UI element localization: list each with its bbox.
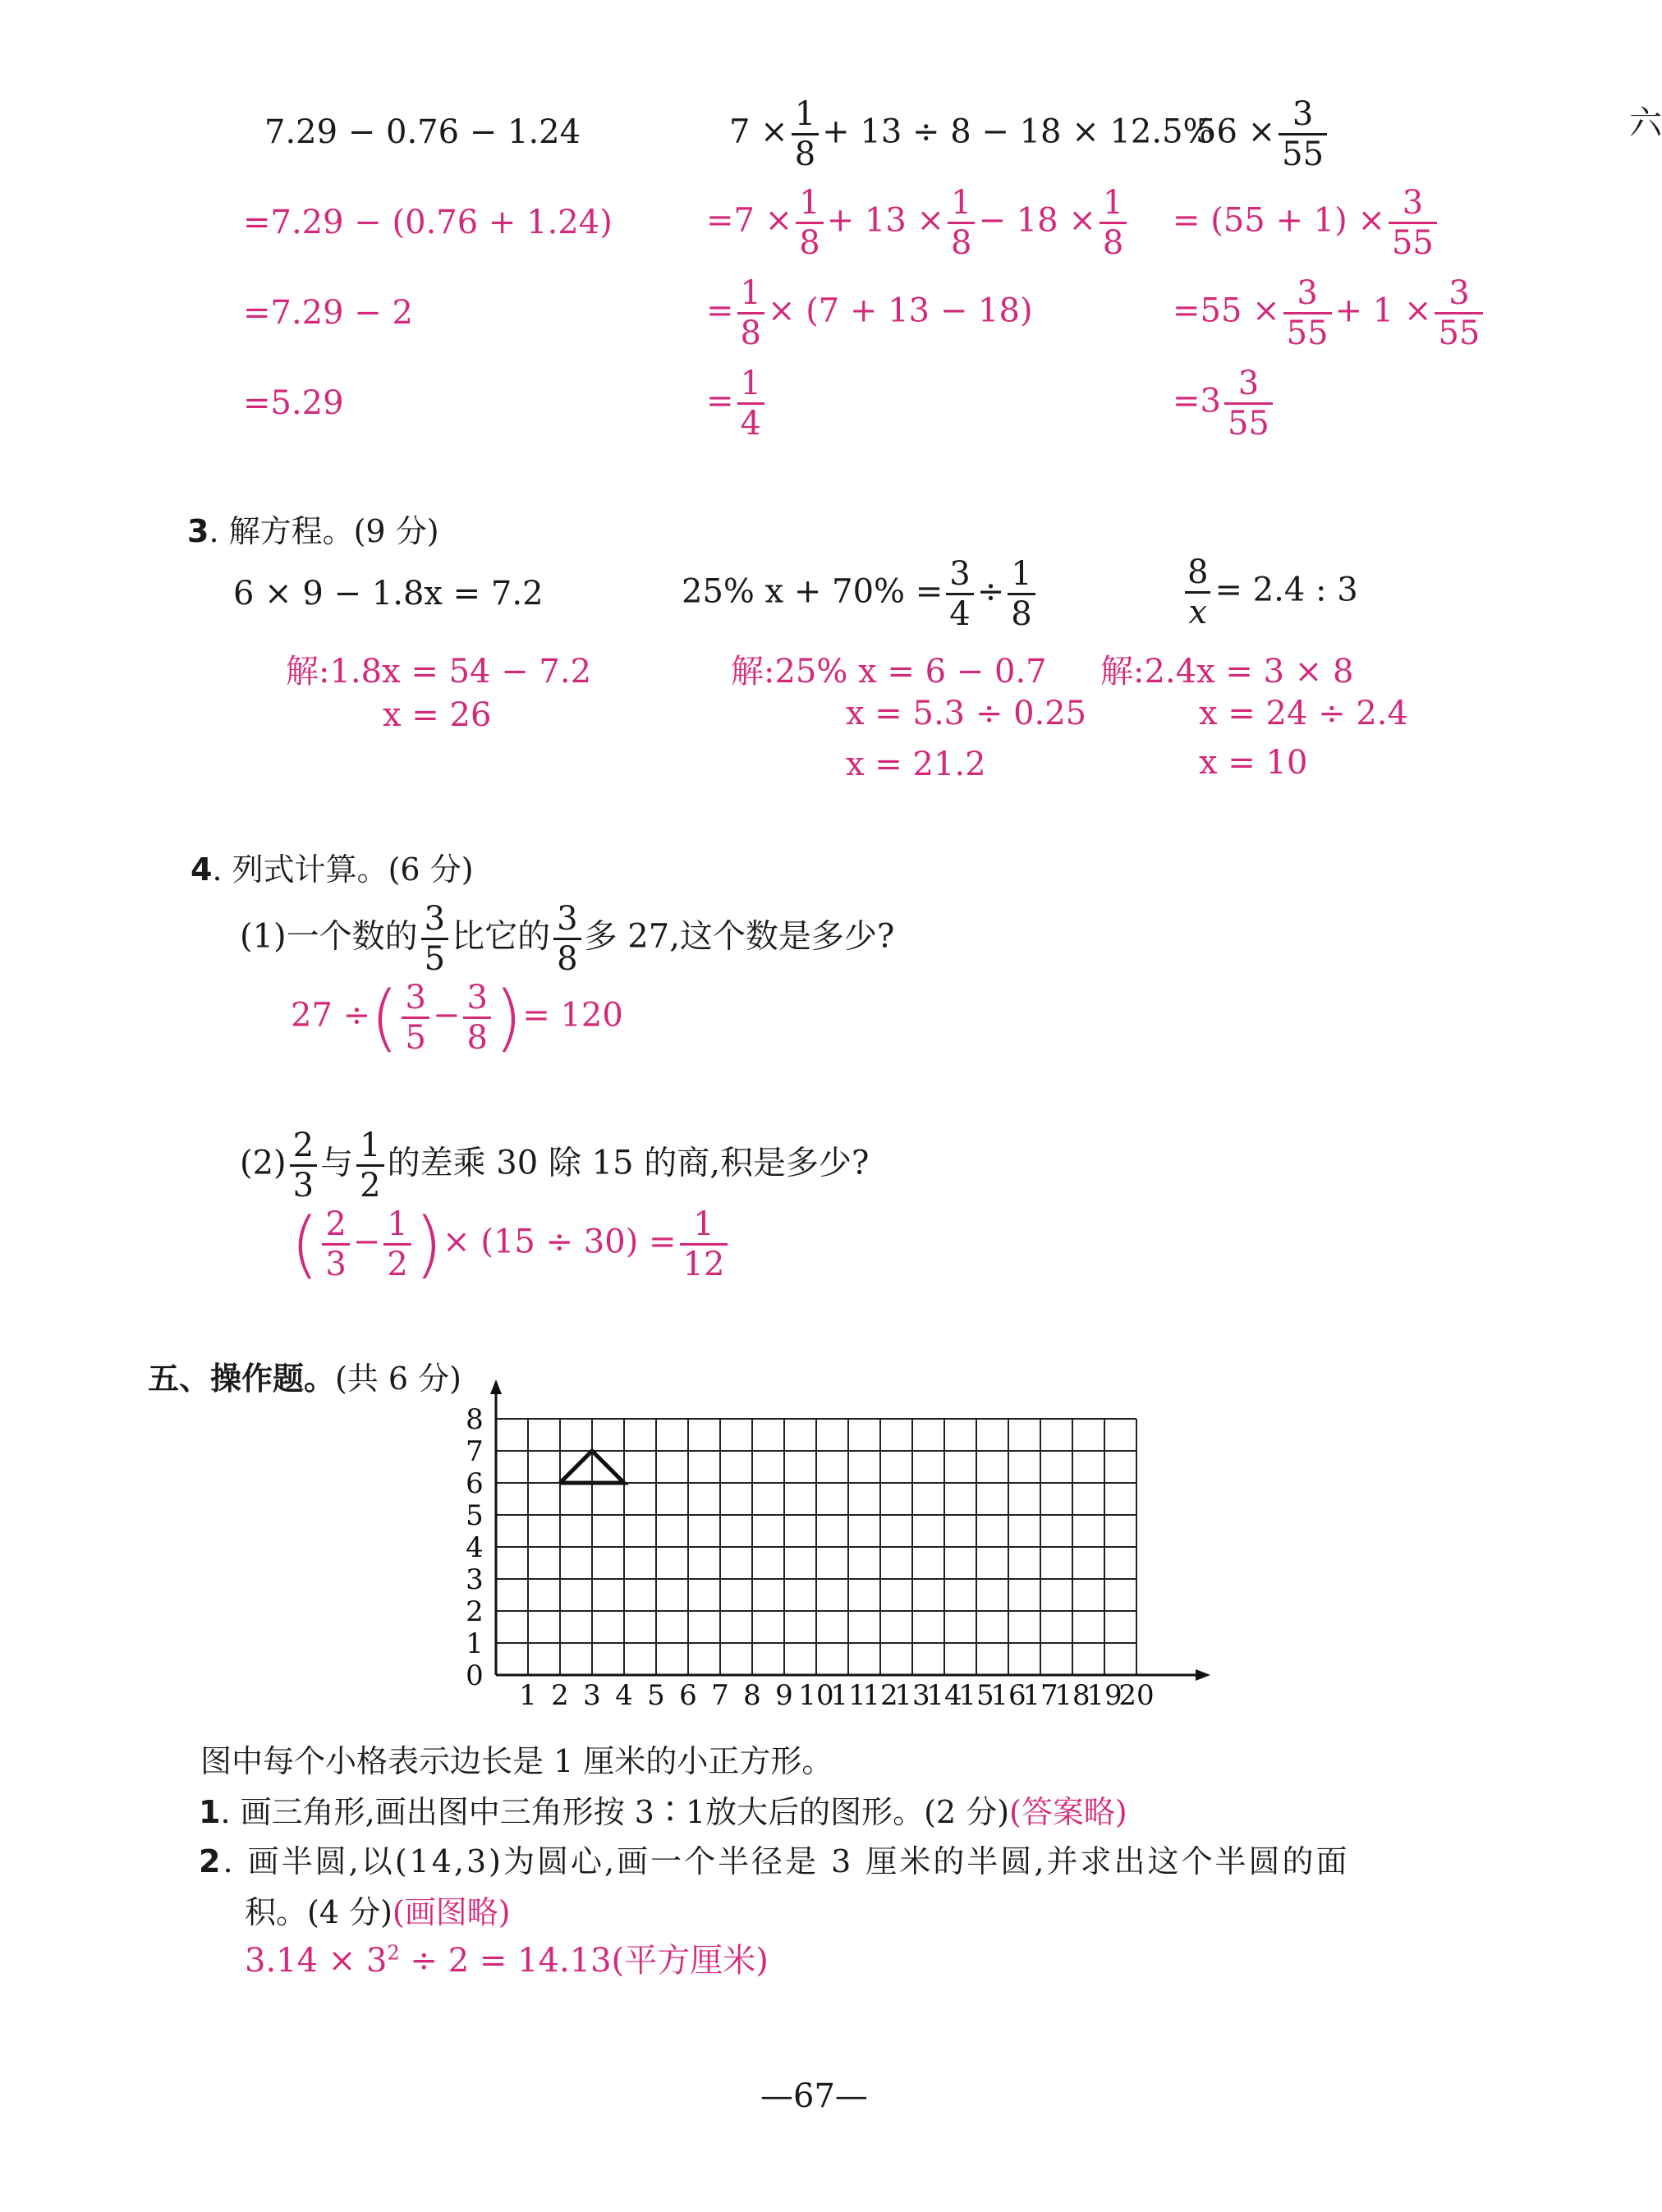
- y-axis-labels: [466, 1403, 484, 1692]
- section5-item2: 2. 画半圆,以(14,3)为圆心,画一个半径是 3 厘米的半圆,并求出这个半圆的面: [199, 1843, 1350, 1879]
- q3-eq3-sol2: x = 24 ÷ 2.4: [1199, 695, 1408, 732]
- q3-eq3-sol1: 解:2.4x = 3 × 8: [1100, 653, 1354, 691]
- fraction: $\frac{1}{12}$: [680, 1207, 728, 1282]
- x-tick-label: 10: [798, 1679, 834, 1712]
- calc3-step1: = (55 + 1) × $\frac{3}{55}$: [1173, 186, 1440, 260]
- fraction: $\frac{3}{8}$: [553, 902, 581, 976]
- y-tick-label: 2: [466, 1595, 484, 1628]
- x-tick-label: 17: [1022, 1679, 1058, 1712]
- y-axis-arrow: [490, 1379, 502, 1394]
- q4-part1-answer: 27 ÷( $\frac{3}{5}$ − $\frac{3}{8}$ )= 120: [291, 975, 623, 1060]
- fraction: $\frac{2}{3}$: [290, 1128, 317, 1203]
- grid-lines: [496, 1419, 1136, 1675]
- paren-right: ): [494, 975, 523, 1060]
- x-tick-label: 3: [583, 1679, 601, 1712]
- x-tick-label: 19: [1086, 1679, 1123, 1712]
- x-tick-label: 2: [551, 1679, 569, 1712]
- q4-title: 4. 列式计算。(6 分): [191, 851, 474, 888]
- section5-item2-line2: 积。(4 分)(画图略): [245, 1894, 511, 1930]
- q3-eq3-sol3: x = 10: [1199, 744, 1308, 782]
- fraction: $\frac{3}{4}$: [946, 557, 973, 631]
- fraction: $\frac{1}{8}$: [948, 186, 975, 260]
- section5-item1: 1. 画三角形,画出图中三角形按 3∶1放大后的图形。(2 分)(答案略): [199, 1794, 1127, 1830]
- y-tick-label: 1: [466, 1627, 484, 1660]
- calc1-step2: =7.29 − 2: [243, 294, 413, 332]
- q4-part2: (2) $\frac{2}{3}$ 与 $\frac{1}{2}$ 的差乘 30 除 15 的商,积是多少?: [240, 1127, 870, 1205]
- x-tick-label: 7: [711, 1679, 729, 1712]
- x-tick-label: 5: [647, 1679, 665, 1712]
- fraction: $\frac{1}{8}$: [792, 97, 819, 172]
- calc2-problem: 7 × $\frac{1}{8}$ + 13 ÷ 8 − 18 × 12.5%: [729, 95, 1214, 173]
- fraction: $\frac{1}{8}$: [796, 186, 823, 260]
- x-axis-arrow: [1196, 1669, 1210, 1681]
- fraction: $\frac{3}{5}$: [421, 902, 448, 976]
- fraction: $\frac{3}{55}$: [1435, 276, 1483, 351]
- fraction: $\frac{1}{2}$: [356, 1128, 383, 1203]
- section5-heading: 五、操作题。(共 6 分): [148, 1361, 462, 1397]
- x-tick-label: 20: [1118, 1679, 1155, 1712]
- x-tick-label: 12: [862, 1679, 898, 1712]
- fraction: $\frac{1}{8}$: [1008, 557, 1035, 631]
- x-tick-label: 6: [679, 1679, 697, 1712]
- edge-mark: 六: [1629, 104, 1662, 142]
- calc2-step2: = $\frac{1}{8}$ × (7 + 13 − 18): [706, 274, 1033, 352]
- q3-eq1-sol2: x = 26: [383, 696, 492, 734]
- page-number: —67—: [760, 2077, 868, 2115]
- fraction: $\frac{3}{5}$: [402, 980, 429, 1055]
- q3-title: 3. 解方程。(9 分): [187, 513, 439, 549]
- y-tick-label: 5: [466, 1499, 484, 1532]
- axes: [490, 1379, 1210, 1681]
- calc1-step3: =5.29: [243, 384, 344, 422]
- y-tick-label: 7: [466, 1435, 484, 1468]
- fraction: $\frac{3}{55}$: [1389, 186, 1437, 260]
- section5-description: 图中每个小格表示边长是 1 厘米的小正方形。: [200, 1743, 833, 1779]
- x-tick-label: 4: [615, 1679, 633, 1712]
- x-tick-label: 18: [1054, 1679, 1090, 1712]
- x-tick-label: 14: [926, 1679, 962, 1712]
- fraction: $\frac{3}{8}$: [463, 980, 490, 1055]
- q3-eq2-sol1: 解:25% x = 6 − 0.7: [731, 653, 1047, 691]
- fraction: $\frac{1}{4}$: [737, 366, 764, 441]
- calc3-step2: =55 × $\frac{3}{55}$ + 1 × $\frac{3}{55}$: [1173, 276, 1486, 351]
- calc3-problem: 56 × $\frac{3}{55}$: [1196, 97, 1330, 172]
- q3-eq1-sol1: 解:1.8x = 54 − 7.2: [286, 653, 592, 691]
- fraction: $\frac{1}{8}$: [1100, 186, 1127, 260]
- y-tick-label: 3: [466, 1563, 484, 1596]
- y-tick-label: 8: [466, 1403, 484, 1436]
- calc2-step3: = $\frac{1}{4}$: [706, 366, 768, 441]
- q4-part2-answer: ( $\frac{2}{3}$ − $\frac{1}{2}$ )× (15 ÷ 30) = $\frac{1}{12}$: [291, 1207, 731, 1282]
- calc1-problem: 7.29 − 0.76 − 1.24: [264, 113, 581, 151]
- fraction: $\frac{2}{3}$: [322, 1207, 349, 1282]
- coordinate-grid: [443, 1396, 1199, 1724]
- fraction: $\frac{8}{x}$: [1184, 555, 1211, 630]
- paren-right: ): [414, 1201, 443, 1287]
- q3-eq2-sol3: x = 21.2: [846, 746, 986, 783]
- fraction: $\frac{1}{8}$: [737, 276, 764, 351]
- fraction: $\frac{3}{55}$: [1224, 366, 1273, 441]
- paren-left: (: [370, 975, 399, 1060]
- fraction: $\frac{3}{55}$: [1283, 276, 1332, 351]
- y-tick-label: 0: [466, 1659, 484, 1692]
- paren-left: (: [291, 1201, 319, 1287]
- x-axis-labels: [519, 1679, 1154, 1712]
- q3-eq2-sol2: x = 5.3 ÷ 0.25: [846, 695, 1087, 732]
- q3-eq2-problem: 25% x + 70% = $\frac{3}{4}$ ÷ $\frac{1}{8}$: [682, 557, 1039, 631]
- x-tick-label: 1: [519, 1679, 537, 1712]
- x-tick-label: 13: [894, 1679, 930, 1712]
- x-tick-label: 8: [743, 1679, 761, 1712]
- x-tick-label: 16: [990, 1679, 1026, 1712]
- calc2-step1: =7 × $\frac{1}{8}$ + 13 × $\frac{1}{8}$ − 18 × $\frac{1}{8}$: [706, 186, 1130, 260]
- y-tick-label: 6: [466, 1467, 484, 1500]
- y-tick-label: 4: [466, 1531, 484, 1564]
- x-tick-label: 15: [958, 1679, 994, 1712]
- x-tick-label: 11: [830, 1679, 866, 1712]
- section5-item2-formula: $3.14 \times 3^2 \div 2 = 14.13$(平方厘米): [245, 1941, 769, 1980]
- fraction: $\frac{3}{55}$: [1279, 97, 1327, 172]
- calc1-step1: =7.29 − (0.76 + 1.24): [243, 204, 613, 241]
- calc3-step3: =3 $\frac{3}{55}$: [1173, 366, 1276, 441]
- q4-part1: (1)一个数的 $\frac{3}{5}$ 比它的 $\frac{3}{8}$ 多 27,这个数是多少?: [240, 900, 895, 978]
- fraction: $\frac{1}{2}$: [383, 1207, 411, 1282]
- x-tick-label: 9: [775, 1679, 793, 1712]
- q3-eq1-problem: 6 × 9 − 1.8x = 7.2: [233, 575, 544, 613]
- q3-eq3-problem: $\frac{8}{x}$ = 2.4 : 3: [1181, 555, 1358, 630]
